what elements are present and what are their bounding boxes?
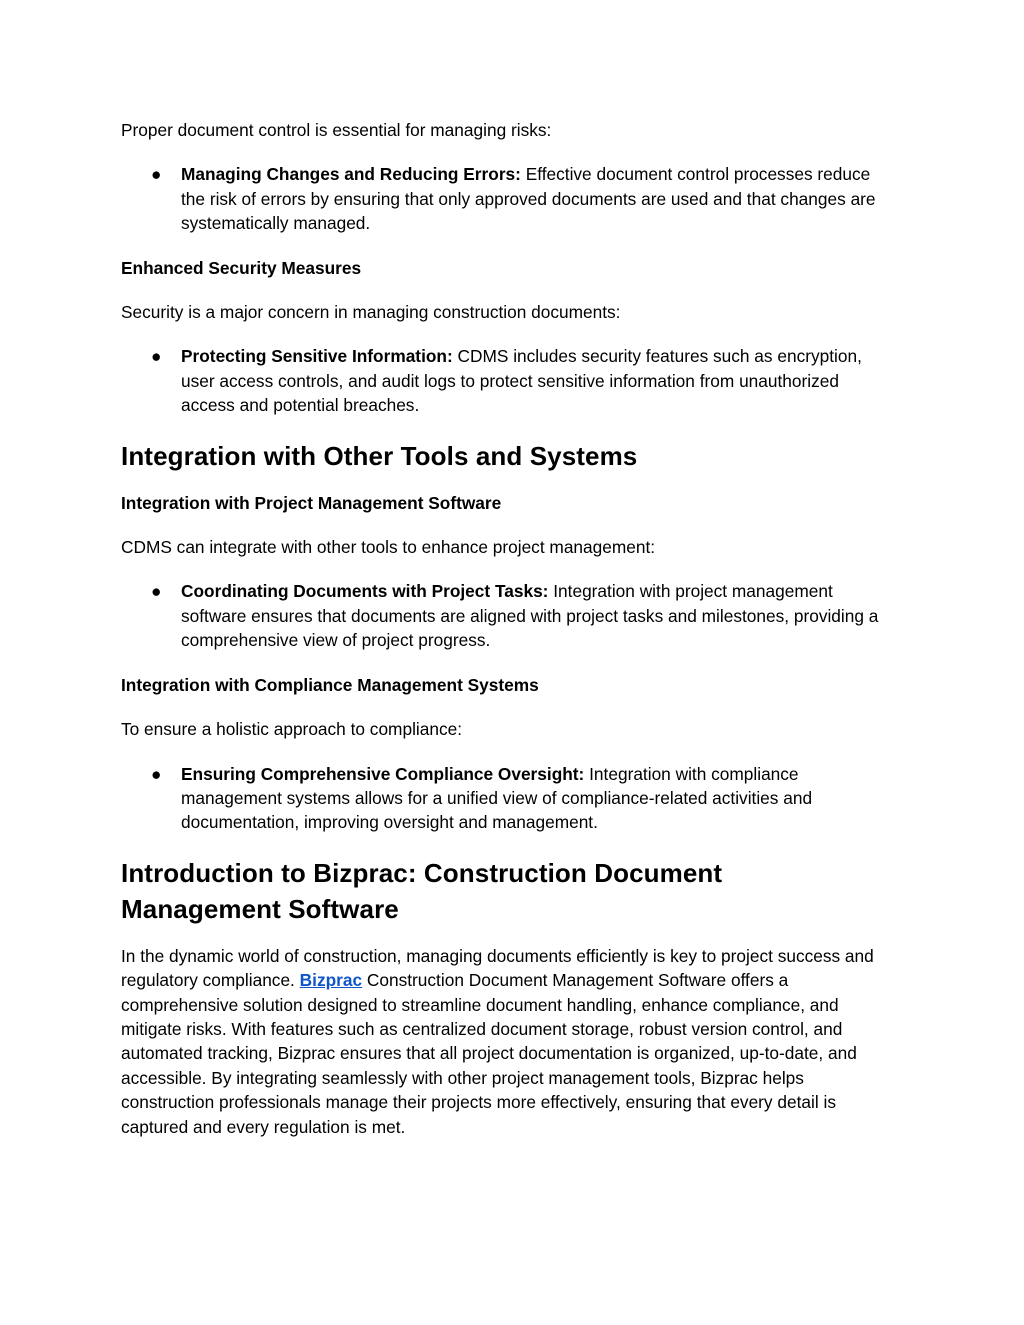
security-bullet-list [121, 344, 896, 417]
bullet-term: Coordinating Documents with Project Tasks: [181, 581, 549, 602]
bullet-term: Ensuring Comprehensive Compliance Oversight: [181, 763, 585, 784]
risk-bullet-list [121, 162, 896, 235]
bizprac-text-before: In the dynamic world of construction, managing documents efficiently is key to project success and regulatory compliance. [121, 945, 874, 991]
bullet-icon: ● [151, 164, 162, 185]
bizprac-text-after: Construction Document Management Software offers a comprehensive solution designed to streamline document handling, enhance compliance, and mitigate risks. With features such as centralized document storage, robust version control, and automated tracking, Bizprac ensures that all project documentation is organized, up-to-date, and accessible. By integrating seamlessly with other project management tools, Bizprac helps construction professionals manage their projects more effectively, ensuring that every detail is captured and every regulation is met. [121, 970, 857, 1137]
bullet-icon: ● [151, 763, 162, 784]
bullet-icon: ● [151, 581, 162, 602]
bizprac-paragraph [121, 944, 896, 1139]
bullet-text: Integration with project management software ensures that documents are aligned with project tasks and milestones, providing a comprehensive view of project progress. [181, 581, 879, 651]
bullet-term: Protecting Sensitive Information: [181, 346, 453, 367]
bullet-term: Managing Changes and Reducing Errors: [181, 164, 521, 185]
bullet-text: Effective document control processes reduce the risk of errors by ensuring that only approved documents are used and that changes are systematically managed. [181, 164, 876, 234]
pm-bullet-list [121, 579, 896, 652]
document-page [121, 118, 896, 1159]
pm-integration-subheading: Integration with Project Management Software [121, 492, 502, 513]
pm-integration-intro: CDMS can integrate with other tools to enhance project management: [121, 537, 656, 558]
bizprac-link[interactable]: Bizprac [299, 970, 363, 991]
bullet-icon: ● [151, 346, 162, 367]
compliance-integration-subheading: Integration with Compliance Management Systems [121, 674, 539, 695]
compliance-integration-intro: To ensure a holistic approach to compliance: [121, 719, 463, 740]
compliance-bullet-list [121, 762, 896, 835]
security-subheading: Enhanced Security Measures [121, 257, 362, 278]
list-item [121, 344, 896, 417]
list-item [121, 579, 896, 652]
bizprac-heading: Introduction to Bizprac: Construction Document Management Software [121, 857, 723, 924]
security-intro-paragraph: Security is a major concern in managing construction documents: [121, 302, 621, 323]
risk-intro-paragraph: Proper document control is essential for managing risks: [121, 120, 552, 140]
bullet-text: Integration with compliance management systems allows for a unified view of compliance-related activities and documentation, improving oversight and management. [181, 763, 813, 833]
bullet-text: CDMS includes security features such as encryption, user access controls, and audit logs to protect sensitive information from unauthorized access and potential breaches. [181, 346, 862, 416]
integration-heading: Integration with Other Tools and Systems [121, 440, 638, 471]
list-item [121, 162, 896, 235]
list-item [121, 762, 896, 835]
